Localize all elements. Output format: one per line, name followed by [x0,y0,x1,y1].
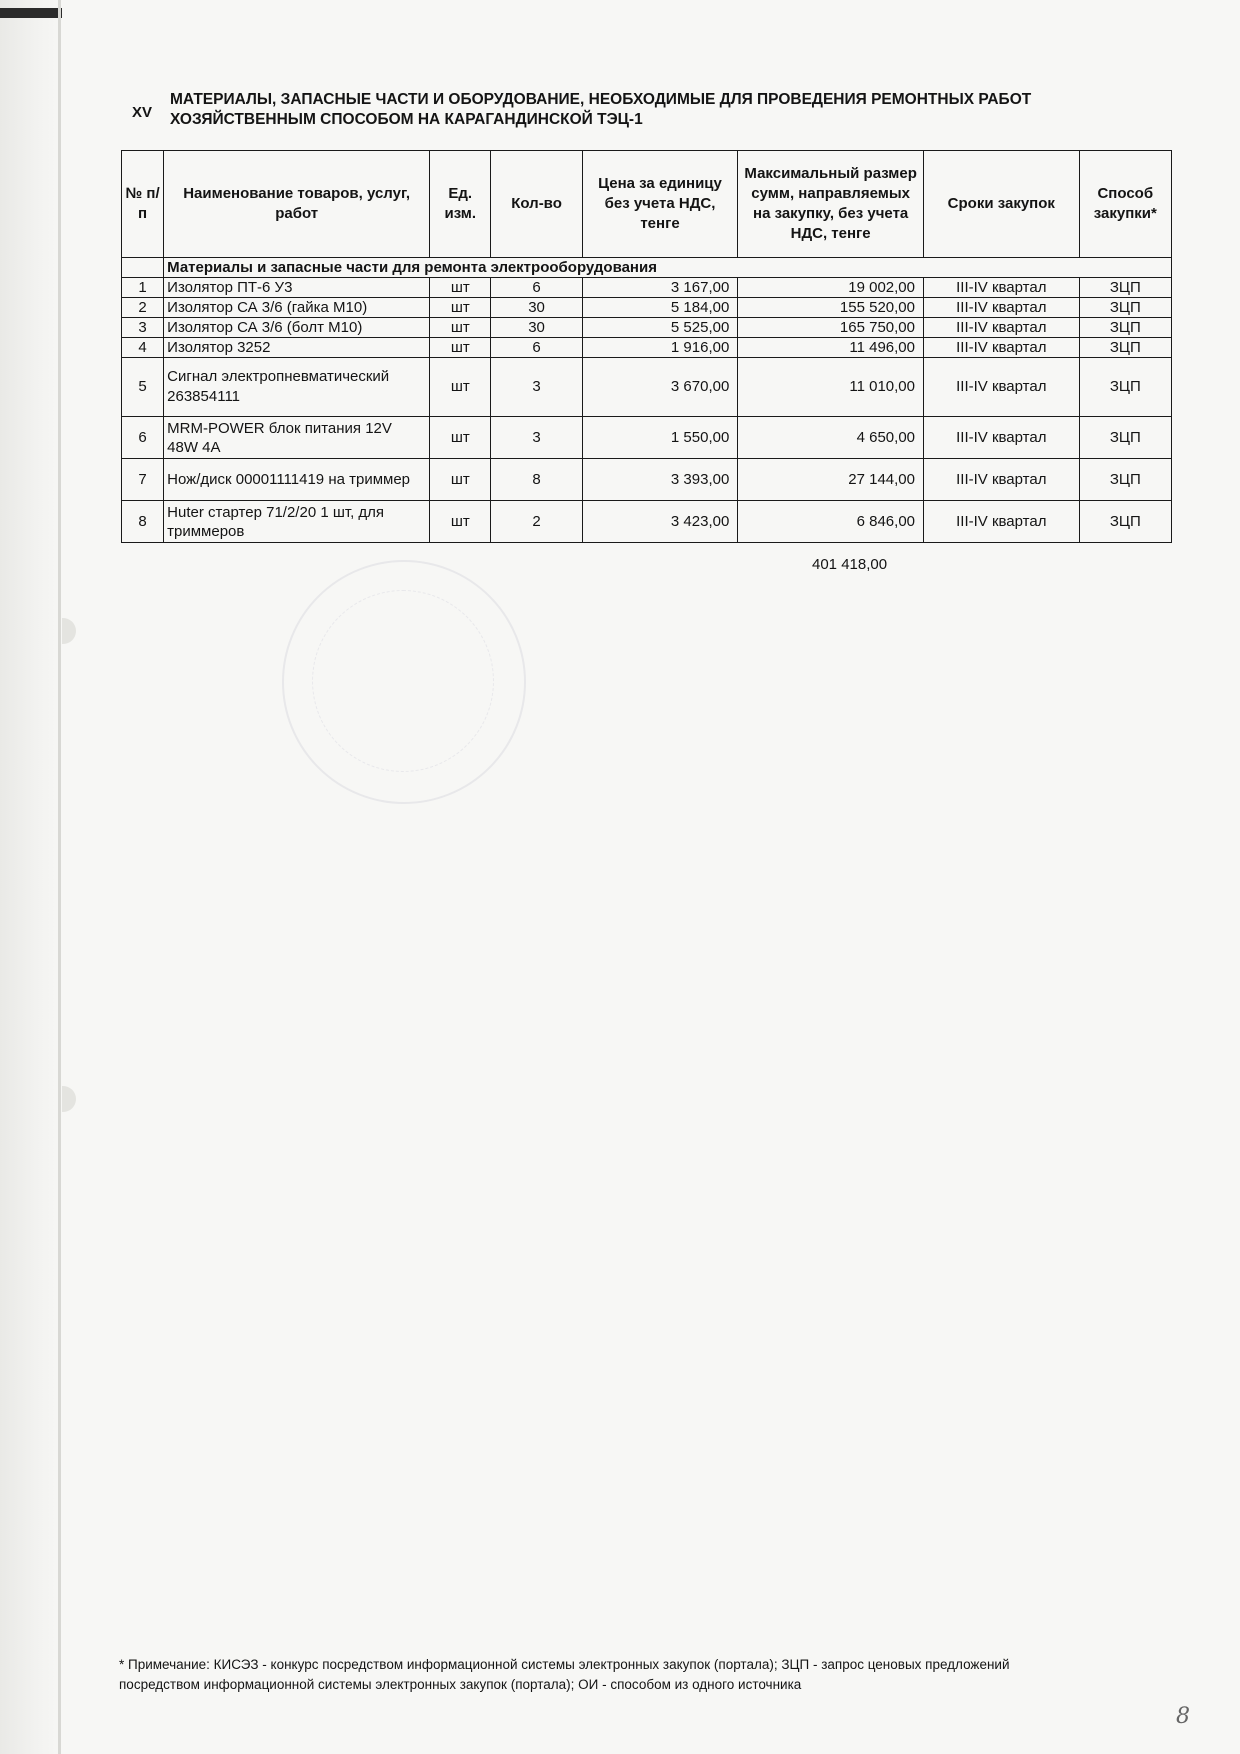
cell-sum: 6 846,00 [738,501,924,543]
cell-num: 6 [122,417,164,459]
cell-sum: 11 010,00 [738,358,924,417]
cell-num: 8 [122,501,164,543]
cell-unit: шт [430,459,491,501]
cell-period: III-IV квартал [924,298,1080,318]
cell-sum: 155 520,00 [738,298,924,318]
cell-price: 5 525,00 [582,318,738,338]
cell-num: 5 [122,358,164,417]
cell-qty: 2 [491,501,582,543]
procurement-table [121,150,1172,543]
cell-period: III-IV квартал [924,358,1080,417]
cell-price: 1 916,00 [582,338,738,358]
table-row [122,459,1172,501]
cell-sum: 19 002,00 [738,278,924,298]
cell-period: III-IV квартал [924,501,1080,543]
scan-edge-mark [0,8,62,18]
header-qty: Кол-во [491,151,582,258]
cell-unit: шт [430,417,491,459]
section-row [122,258,1172,278]
header-name: Наименование товаров, услуг, работ [164,151,430,258]
cell-num: 4 [122,338,164,358]
cell-unit: шт [430,338,491,358]
header-max-sum: Максимальный размер сумм, направляемых на закупку, без учета НДС, тенге [738,151,924,258]
document-title: МАТЕРИАЛЫ, ЗАПАСНЫЕ ЧАСТИ И ОБОРУДОВАНИЕ, НЕОБХОДИМЫЕ ДЛЯ ПРОВЕДЕНИЯ РЕМОНТНЫХ РАБОТ ХОЗЯЙСТВЕННЫМ СПОСОБОМ НА КАРАГАНДИНСКОЙ ТЭЦ-1 [170,91,1032,128]
cell-sum: 27 144,00 [738,459,924,501]
cell-unit: шт [430,278,491,298]
cell-sum: 165 750,00 [738,318,924,338]
table-row [122,417,1172,459]
cell-method: ЗЦП [1079,278,1171,298]
table-row [122,501,1172,543]
section-number: XV [132,104,153,121]
header-period: Сроки закупок [924,151,1080,258]
cell-qty: 3 [491,417,582,459]
cell-price: 5 184,00 [582,298,738,318]
section-label: Материалы и запасные части для ремонта электрооборудования [164,258,1172,278]
cell-price: 3 423,00 [582,501,738,543]
cell-price: 3 167,00 [582,278,738,298]
header-price: Цена за единицу без учета НДС, тенге [582,151,738,258]
faded-seal [282,560,526,804]
cell-qty: 6 [491,338,582,358]
cell-name: Изолятор ПТ-6 У3 [164,278,430,298]
cell-num: 2 [122,298,164,318]
cell-name: MRM-POWER блок питания 12V 48W 4A [164,417,430,459]
scan-margin [0,0,62,1754]
table-row [122,278,1172,298]
cell-sum: 11 496,00 [738,338,924,358]
cell-method: ЗЦП [1079,417,1171,459]
footnote: * Примечание: КИСЭЗ - конкурс посредством информационной системы электронных закупок (портала); ЗЦП - запрос ценовых предложений посредством информационной системы электронных закупок (портала); ОИ - способом из одного источника [119,1657,1010,1692]
header-unit: Ед. изм. [430,151,491,258]
table-row [122,338,1172,358]
cell-qty: 30 [491,298,582,318]
cell-name: Huter стартер 71/2/20 1 шт, для триммеров [164,501,430,543]
cell-method: ЗЦП [1079,459,1171,501]
cell-period: III-IV квартал [924,338,1080,358]
cell-name: Изолятор СА 3/6 (гайка М10) [164,298,430,318]
cell-sum: 4 650,00 [738,417,924,459]
header-method: Способ закупки* [1079,151,1171,258]
cell-period: III-IV квартал [924,318,1080,338]
cell-num: 7 [122,459,164,501]
page-number: 8 [1176,1704,1190,1729]
cell-name: Нож/диск 00001111419 на триммер [164,459,430,501]
cell-method: ЗЦП [1079,338,1171,358]
binder-hole [62,618,76,644]
cell-price: 1 550,00 [582,417,738,459]
cell-name: Изолятор 3252 [164,338,430,358]
cell-num: 3 [122,318,164,338]
cell-method: ЗЦП [1079,358,1171,417]
cell-price: 3 670,00 [582,358,738,417]
cell-unit: шт [430,298,491,318]
cell-qty: 6 [491,278,582,298]
table-row [122,298,1172,318]
cell-method: ЗЦП [1079,318,1171,338]
scan-edge-line [58,0,61,1754]
cell-period: III-IV квартал [924,417,1080,459]
cell-period: III-IV квартал [924,278,1080,298]
cell-qty: 30 [491,318,582,338]
faded-seal-inner-ring [312,590,494,772]
table-row [122,318,1172,338]
cell-method: ЗЦП [1079,298,1171,318]
cell-period: III-IV квартал [924,459,1080,501]
cell-qty: 8 [491,459,582,501]
cell-price: 3 393,00 [582,459,738,501]
cell-unit: шт [430,318,491,338]
header-num: № п/п [122,151,164,258]
cell-qty: 3 [491,358,582,417]
cell-method: ЗЦП [1079,501,1171,543]
cell-unit: шт [430,501,491,543]
table-row [122,358,1172,417]
total-sum: 401 418,00 [812,556,888,573]
cell-num: 1 [122,278,164,298]
table-header-row [122,151,1172,258]
cell-name: Сигнал электропневматический 263854111 [164,358,430,417]
cell-unit: шт [430,358,491,417]
cell-name: Изолятор СА 3/6 (болт М10) [164,318,430,338]
binder-hole [62,1086,76,1112]
